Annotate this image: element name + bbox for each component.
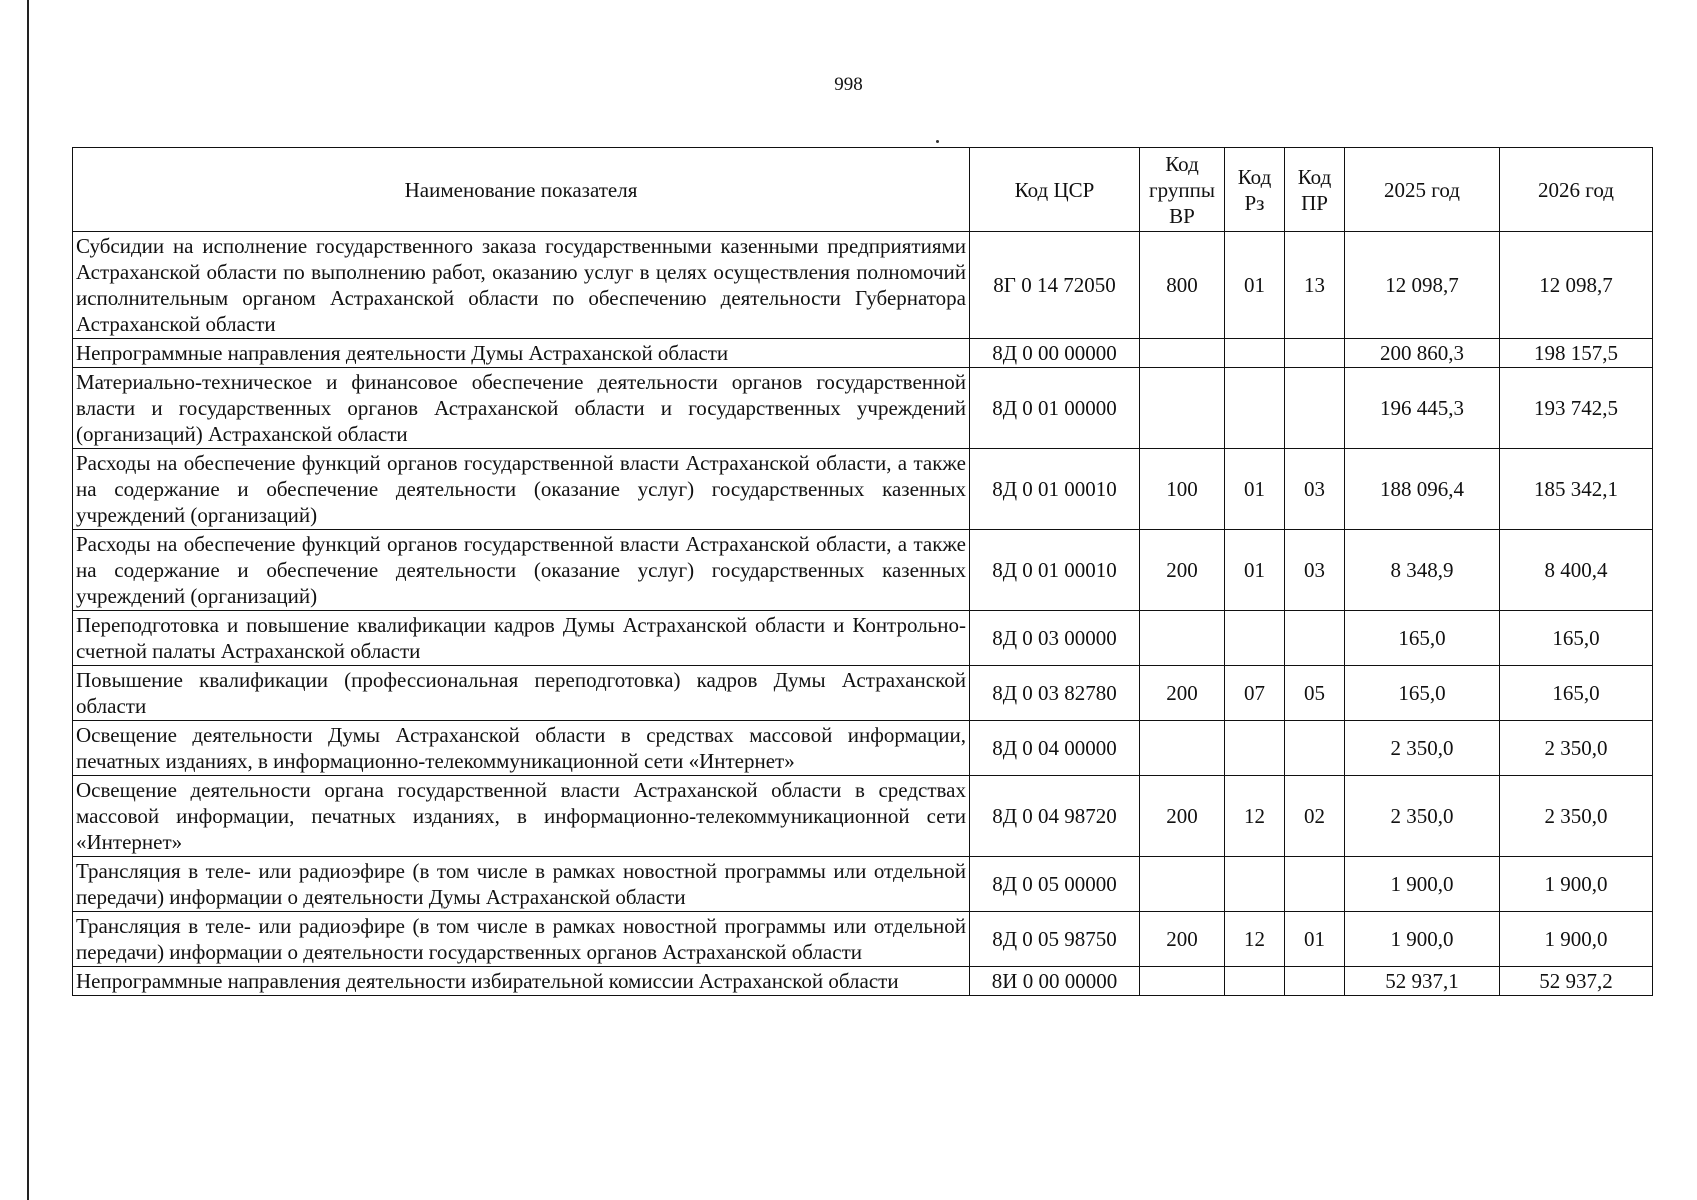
cell-vr: 100 [1140, 449, 1225, 530]
table-row [73, 857, 1653, 912]
cell-name: Освещение деятельности органа государственной власти Астраханской области в средствах массовой информации, печатных изданиях, в информационно-телекоммуникационной сети «Интернет» [73, 776, 970, 857]
table-row [73, 530, 1653, 611]
table-row [73, 912, 1653, 967]
cell-2025: 2 350,0 [1345, 721, 1500, 776]
table-body [73, 232, 1653, 996]
table-row [73, 339, 1653, 368]
cell-pr: 05 [1285, 666, 1345, 721]
cell-vr [1140, 857, 1225, 912]
cell-name: Расходы на обеспечение функций органов государственной власти Астраханской области, а также на содержание и обеспечение деятельности (оказание услуг) государственных казенных учреждений (организаций) [73, 449, 970, 530]
cell-csr: 8Г 0 14 72050 [970, 232, 1140, 339]
cell-2025: 1 900,0 [1345, 857, 1500, 912]
cell-name: Освещение деятельности Думы Астраханской области в средствах массовой информации, печатных изданиях, в информационно-телекоммуникационной сети «Интернет» [73, 721, 970, 776]
cell-pr: 01 [1285, 912, 1345, 967]
cell-csr: 8Д 0 00 00000 [970, 339, 1140, 368]
cell-rz: 12 [1225, 776, 1285, 857]
header-2026: 2026 год [1500, 148, 1653, 232]
cell-2025: 196 445,3 [1345, 368, 1500, 449]
cell-csr: 8Д 0 05 00000 [970, 857, 1140, 912]
header-2025: 2025 год [1345, 148, 1500, 232]
cell-2026: 12 098,7 [1500, 232, 1653, 339]
cell-csr: 8Д 0 04 00000 [970, 721, 1140, 776]
table-row [73, 776, 1653, 857]
cell-vr [1140, 611, 1225, 666]
cell-pr [1285, 339, 1345, 368]
cell-2026: 198 157,5 [1500, 339, 1653, 368]
cell-vr: 200 [1140, 912, 1225, 967]
cell-name: Субсидии на исполнение государственного заказа государственными казенными предприятиями Астраханской области по выполнению работ, оказанию услуг в целях осуществления полномочий исполнительным органом Астраханской области по обеспечению деятельности Губернатора Астраханской области [73, 232, 970, 339]
cell-pr: 02 [1285, 776, 1345, 857]
cell-pr [1285, 967, 1345, 996]
cell-csr: 8Д 0 01 00010 [970, 449, 1140, 530]
cell-name: Повышение квалификации (профессиональная переподготовка) кадров Думы Астраханской области [73, 666, 970, 721]
cell-2025: 165,0 [1345, 611, 1500, 666]
cell-2025: 12 098,7 [1345, 232, 1500, 339]
cell-csr: 8Д 0 01 00010 [970, 530, 1140, 611]
cell-rz: 01 [1225, 530, 1285, 611]
cell-2026: 185 342,1 [1500, 449, 1653, 530]
cell-rz [1225, 857, 1285, 912]
cell-name: Расходы на обеспечение функций органов государственной власти Астраханской области, а также на содержание и обеспечение деятельности (оказание услуг) государственных казенных учреждений (организаций) [73, 530, 970, 611]
scan-speck [936, 140, 939, 143]
cell-pr [1285, 368, 1345, 449]
cell-2026: 2 350,0 [1500, 776, 1653, 857]
cell-rz [1225, 721, 1285, 776]
header-vr: Код группы ВР [1140, 148, 1225, 232]
cell-csr: 8Д 0 03 82780 [970, 666, 1140, 721]
cell-csr: 8Д 0 03 00000 [970, 611, 1140, 666]
cell-2025: 188 096,4 [1345, 449, 1500, 530]
cell-rz: 01 [1225, 232, 1285, 339]
cell-rz [1225, 611, 1285, 666]
cell-2025: 200 860,3 [1345, 339, 1500, 368]
cell-2026: 1 900,0 [1500, 912, 1653, 967]
cell-2026: 2 350,0 [1500, 721, 1653, 776]
cell-2026: 8 400,4 [1500, 530, 1653, 611]
header-pr: Код ПР [1285, 148, 1345, 232]
table-row [73, 666, 1653, 721]
cell-name: Трансляция в теле- или радиоэфире (в том числе в рамках новостной программы или отдельной передачи) информации о деятельности государственных органов Астраханской области [73, 912, 970, 967]
cell-vr: 200 [1140, 776, 1225, 857]
cell-2025: 165,0 [1345, 666, 1500, 721]
cell-rz: 01 [1225, 449, 1285, 530]
cell-rz: 07 [1225, 666, 1285, 721]
cell-rz: 12 [1225, 912, 1285, 967]
cell-vr [1140, 721, 1225, 776]
scan-edge-line [27, 0, 29, 1200]
cell-rz [1225, 368, 1285, 449]
header-name: Наименование показателя [73, 148, 970, 232]
cell-name: Переподготовка и повышение квалификации кадров Думы Астраханской области и Контрольно-счетной палаты Астраханской области [73, 611, 970, 666]
cell-vr: 200 [1140, 666, 1225, 721]
cell-2026: 193 742,5 [1500, 368, 1653, 449]
cell-2025: 52 937,1 [1345, 967, 1500, 996]
cell-csr: 8И 0 00 00000 [970, 967, 1140, 996]
cell-vr [1140, 368, 1225, 449]
page-number: 998 [834, 74, 863, 95]
table-row [73, 449, 1653, 530]
cell-csr: 8Д 0 04 98720 [970, 776, 1140, 857]
cell-name: Непрограммные направления деятельности избирательной комиссии Астраханской области [73, 967, 970, 996]
table-row [73, 967, 1653, 996]
cell-vr [1140, 967, 1225, 996]
cell-csr: 8Д 0 01 00000 [970, 368, 1140, 449]
header-rz: Код Рз [1225, 148, 1285, 232]
table-row [73, 721, 1653, 776]
table-header-row [73, 148, 1653, 232]
cell-vr: 800 [1140, 232, 1225, 339]
cell-pr [1285, 721, 1345, 776]
cell-vr: 200 [1140, 530, 1225, 611]
cell-vr [1140, 339, 1225, 368]
table-row [73, 368, 1653, 449]
cell-2026: 52 937,2 [1500, 967, 1653, 996]
cell-name: Трансляция в теле- или радиоэфире (в том числе в рамках новостной программы или отдельной передачи) информации о деятельности Думы Астраханской области [73, 857, 970, 912]
cell-pr: 03 [1285, 530, 1345, 611]
cell-pr: 13 [1285, 232, 1345, 339]
header-csr: Код ЦСР [970, 148, 1140, 232]
cell-name: Материально-техническое и финансовое обеспечение деятельности органов государственной власти и государственных органов Астраханской области и государственных учреждений (организаций) Астраханской области [73, 368, 970, 449]
cell-2025: 2 350,0 [1345, 776, 1500, 857]
cell-2025: 8 348,9 [1345, 530, 1500, 611]
cell-2025: 1 900,0 [1345, 912, 1500, 967]
cell-name: Непрограммные направления деятельности Думы Астраханской области [73, 339, 970, 368]
cell-csr: 8Д 0 05 98750 [970, 912, 1140, 967]
budget-table [72, 147, 1653, 996]
cell-pr [1285, 611, 1345, 666]
cell-pr: 03 [1285, 449, 1345, 530]
cell-rz [1225, 967, 1285, 996]
table-row [73, 611, 1653, 666]
cell-pr [1285, 857, 1345, 912]
cell-2026: 165,0 [1500, 666, 1653, 721]
cell-2026: 165,0 [1500, 611, 1653, 666]
cell-2026: 1 900,0 [1500, 857, 1653, 912]
cell-rz [1225, 339, 1285, 368]
table-row [73, 232, 1653, 339]
